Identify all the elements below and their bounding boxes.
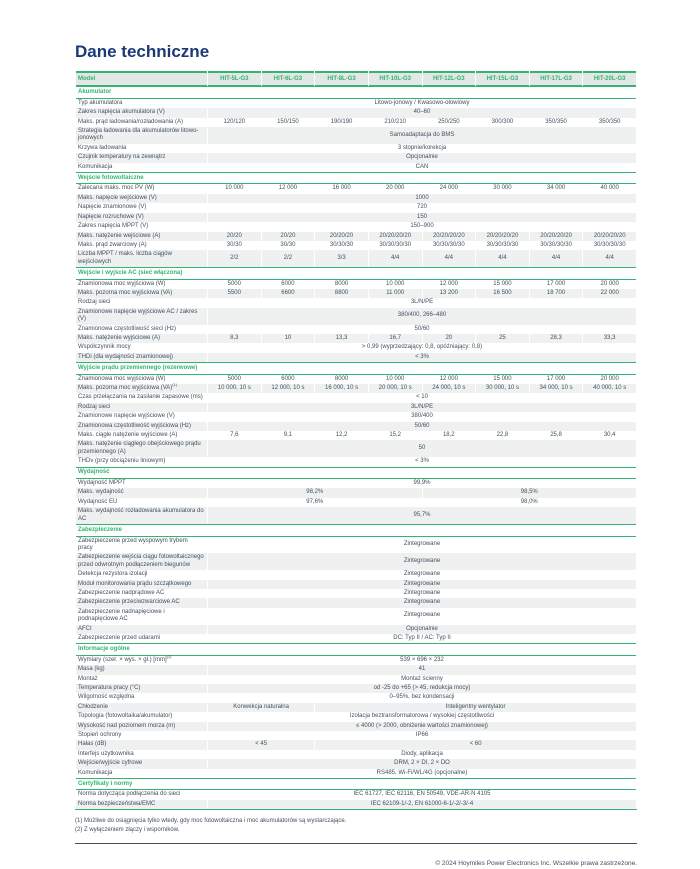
spec-value: Samoadaptacja do BMS [208, 127, 636, 144]
spec-row [76, 693, 636, 702]
spec-value: 3 stopnie/korekcja [397, 144, 447, 151]
spec-value: 30/30/30/30 [379, 241, 412, 248]
spec-label: AFCI [76, 625, 207, 634]
spec-value: 30/30/30/30 [432, 241, 465, 248]
spec-label: Maks. natężenie wejściowe (A) [76, 232, 207, 241]
spec-value: Zintegrowane [208, 553, 636, 570]
spec-label: Stopień ochrony [78, 732, 122, 739]
footnotes [75, 817, 637, 835]
spec-value: 40 000 [600, 185, 619, 192]
model-name-3: HIT-10L-G3 [369, 71, 422, 86]
spec-value: IEC 62109-1/-2, EN 61000-6-1/-2/-3/-4 [208, 800, 636, 809]
spec-value: 97,6% [306, 498, 324, 505]
section-header-row [76, 172, 636, 184]
spec-value: 18 700 [530, 289, 583, 298]
spec-value: Litowo-jonowy / Kwasowo-ołowiowy [374, 99, 470, 106]
spec-row [76, 163, 636, 172]
spec-value: Zintegrowane [403, 541, 441, 548]
spec-value: 24 000, 10 s [423, 384, 476, 393]
section-title: Wejście i wyjście AC (sieć włączona) [76, 267, 636, 279]
spec-value: 13 200 [423, 289, 476, 298]
spec-label: Znamionowa moc wyjściowa (W) [78, 375, 166, 382]
spec-value: 22 000 [583, 289, 636, 298]
spec-value: 350/350 [545, 118, 567, 125]
spec-row [76, 684, 636, 693]
spec-value: 34 000 [546, 185, 566, 192]
spec-value: 380/400, 266–480 [208, 308, 636, 325]
model-name-4: HIT-12L-G3 [423, 71, 476, 86]
spec-value: 150/150 [277, 118, 299, 125]
spec-value: 6000 [281, 280, 295, 287]
spec-row [76, 99, 636, 108]
spec-value: Zintegrowane [208, 580, 636, 589]
spec-value: Izolacja beztransformatorowa / wysokiej częstotliwości [349, 713, 495, 720]
spec-row [76, 790, 636, 799]
spec-label: Maks. wydajność rozładowania akumulatora do AC [76, 507, 207, 524]
spec-value: 0–95%, bez kondensacji [389, 694, 455, 701]
spec-row [76, 184, 636, 193]
spec-label: Znamionowe napięcie wyjściowe AC / zakres (V) [76, 308, 207, 325]
spec-label: Zakres napięcia MPPT (V) [78, 223, 149, 230]
spec-value: 18,2 [442, 432, 455, 439]
spec-value: 50 [208, 440, 636, 457]
spec-label: Norma dotycząca podłączenia do sieci [78, 791, 181, 798]
spec-value: 30/30/30 [329, 241, 354, 248]
spec-table [75, 71, 637, 810]
spec-value: < 45 [208, 740, 314, 749]
spec-row [76, 127, 636, 144]
spec-value: 539 × 696 × 232 [400, 656, 444, 663]
spec-value: 4/4 [583, 250, 636, 267]
spec-value: 2/2 [208, 250, 261, 267]
spec-value: < 3% [208, 353, 636, 362]
spec-row [76, 325, 636, 334]
spec-row [76, 118, 636, 127]
spec-row [76, 553, 636, 570]
spec-value: 16 000 [332, 185, 351, 192]
section-title: Certyfikaty i normy [76, 778, 636, 790]
spec-label: Zabezpieczenie przeciwzwarciowe AC [76, 598, 207, 607]
spec-label: Zabezpieczenie wejścia ciągu fotowoltaicznego przed odwrotnym podłączeniem biegunów [76, 553, 207, 570]
spec-label: Topologia (fotowoltaika/akumulator) [78, 713, 173, 720]
model-header-label: Model [76, 71, 207, 86]
spec-value: IP66 [415, 732, 429, 739]
spec-row [76, 580, 636, 589]
spec-label: Rodzaj sieci [76, 403, 207, 412]
spec-value: 15 000 [493, 280, 512, 287]
spec-row [76, 589, 636, 598]
spec-row [76, 422, 636, 431]
spec-value: 30 000, 10 s [476, 384, 529, 393]
spec-value: 4/4 [423, 250, 476, 267]
spec-value: Inteligentny wentylator [315, 703, 636, 712]
spec-value: 16 500 [476, 289, 529, 298]
spec-value: < 10 [416, 394, 428, 401]
spec-row [76, 634, 636, 643]
spec-value: 350/350 [598, 118, 621, 125]
spec-row [76, 343, 636, 352]
spec-row [76, 675, 636, 684]
spec-value: 15,2 [389, 432, 402, 439]
spec-label: Masa (kg) [76, 665, 207, 674]
spec-row [76, 194, 636, 203]
spec-label: Zabezpieczenie nadnapięciowe i podnapięciowe AC [78, 608, 165, 623]
spec-row [76, 712, 636, 721]
spec-value: 6600 [262, 289, 315, 298]
spec-label: Moduł monitorowania prądu szczątkowego [76, 580, 207, 589]
section-header-row [76, 362, 636, 374]
spec-value: 10 000 [386, 280, 405, 287]
spec-label: Rodzaj sieci [78, 299, 111, 306]
section-header-row [76, 467, 636, 479]
spec-value: 99,9% [413, 480, 431, 487]
spec-value: 8,3 [208, 334, 261, 343]
section-header-row [76, 524, 636, 536]
spec-label: Maks. prąd zwarciowy (A) [78, 241, 147, 248]
footnote-marker: (1) [172, 382, 178, 387]
spec-value: 12,2 [335, 432, 348, 439]
section-title: Akumulator [76, 86, 636, 98]
spec-label: Krzywa ładowania [78, 144, 127, 151]
spec-label: Wydajność MPPT [78, 480, 126, 487]
spec-row [76, 722, 636, 731]
spec-value: Zintegrowane [403, 612, 441, 619]
spec-value: 28,3 [530, 334, 583, 343]
spec-value: 3L/N/PE [410, 299, 434, 306]
spec-row [76, 250, 636, 267]
spec-value: 380/400 [411, 413, 433, 420]
spec-value: 12 000 [439, 375, 458, 382]
spec-value: Zintegrowane [403, 589, 441, 596]
spec-value: 98,0% [520, 498, 538, 505]
spec-row [76, 213, 636, 222]
datasheet-content [75, 42, 637, 867]
section-header-row [76, 267, 636, 279]
spec-value: 50/60 [208, 422, 636, 431]
spec-value: 20/20/20/20 [530, 232, 583, 241]
spec-label: Czujnik temperatury na zewnątrz [76, 153, 207, 162]
spec-value: 98,2% [208, 488, 422, 497]
spec-value: 20 000, 10 s [369, 384, 422, 393]
spec-value: 41 [208, 665, 636, 674]
model-name-1: HIT-6L-G3 [262, 71, 315, 86]
section-header-row [76, 86, 636, 98]
spec-label: Wydajność EU [78, 498, 118, 505]
spec-value: 720 [416, 204, 427, 211]
spec-row [76, 232, 636, 241]
spec-row [76, 625, 636, 634]
spec-row [76, 656, 636, 665]
spec-label: Zakres napięcia akumulatora (V) [76, 108, 207, 117]
spec-row [76, 740, 636, 749]
spec-label: Zabezpieczenie przed udarami [78, 634, 161, 641]
spec-value: Konwekcja naturalna [208, 703, 314, 712]
spec-label: Czas przełączania na zasilanie zapasowe (ms) [78, 394, 203, 401]
model-header-row [76, 71, 636, 86]
spec-value: 4/4 [369, 250, 422, 267]
spec-value: 20 [423, 334, 476, 343]
spec-value: 40–60 [208, 108, 636, 117]
spec-row [76, 144, 636, 153]
spec-label: Hałas (dB) [76, 740, 207, 749]
spec-value: 4/4 [476, 250, 529, 267]
page-title: Dane techniczne [75, 42, 210, 61]
copyright-text: © 2024 Hoymiles Power Electronics Inc. Wszelkie prawa zastrzeżone. [435, 860, 637, 868]
spec-value: 8800 [315, 289, 368, 298]
spec-value: < 3% [415, 458, 429, 465]
spec-value: 98,5% [423, 488, 637, 497]
model-name-6: HIT-17L-G3 [530, 71, 583, 86]
spec-value: 1000 [208, 194, 636, 203]
spec-value: RS485, Wi-Fi/WL/4G (opcjonalne) [376, 769, 468, 776]
spec-value: 34 000, 10 s [530, 384, 583, 393]
spec-row [76, 308, 636, 325]
spec-label: Typ akumulatora [78, 99, 123, 106]
spec-value: 25,8 [550, 432, 562, 439]
section-title: Wejście fotowoltaiczne [76, 172, 636, 184]
spec-row [76, 241, 636, 250]
spec-value: 24 000 [439, 185, 458, 192]
spec-row [76, 570, 636, 579]
spec-label: Współczynnik mocy [78, 344, 131, 351]
spec-label: Zabezpieczenie nadprądowe AC [78, 589, 165, 596]
spec-label: Norma bezpieczeństwa/EMC [76, 800, 207, 809]
spec-label: Maks. napięcie wejściowe (V) [76, 194, 207, 203]
spec-value: 210/210 [384, 118, 407, 125]
spec-label: Detekcja rezystora izolacji [78, 571, 148, 578]
spec-label: Maks. natężenie ciągłego obejściowego prądu przemiennego (A) [76, 440, 207, 457]
spec-value: 150 [208, 213, 636, 222]
spec-row [76, 457, 636, 466]
spec-value: 17 000 [546, 375, 566, 382]
spec-value: Montaż ścienny [401, 675, 443, 682]
spec-value: 20/20 [262, 232, 315, 241]
spec-label: Wysokość nad poziomem morza (m) [76, 722, 207, 731]
spec-value: 9,1 [283, 432, 293, 439]
spec-value: 15 000 [493, 375, 512, 382]
section-header-row [76, 778, 636, 790]
spec-row [76, 289, 636, 298]
model-name-2: HIT-8L-G3 [315, 71, 368, 86]
spec-value: 3/3 [315, 250, 368, 267]
spec-value: 40 000, 10 s [583, 384, 636, 393]
spec-label: Maks. ciągłe natężenie wyjściowe (A) [78, 432, 178, 439]
spec-value: 95,7% [208, 507, 636, 524]
spec-row [76, 759, 636, 768]
spec-value: 2/2 [262, 250, 315, 267]
spec-value: 6000 [281, 375, 295, 382]
spec-row [76, 608, 636, 625]
spec-row [76, 334, 636, 343]
spec-value: od -25 do +65 (> 45, redukcja mocy) [208, 684, 636, 693]
spec-row [76, 222, 636, 231]
spec-label: Maks. pozorna moc wyjściowa (VA)$^{(1)}$ [76, 384, 207, 393]
spec-row [76, 108, 636, 117]
model-name-0: HIT-5L-G3 [208, 71, 261, 86]
spec-label: Komunikacja [78, 769, 113, 776]
spec-value: 12 000, 10 s [262, 384, 315, 393]
spec-row [76, 498, 636, 507]
section-header-row [76, 643, 636, 655]
spec-label: Chłodzenie [76, 703, 207, 712]
spec-value: 30/30 [280, 241, 296, 248]
spec-value: IEC 61727, IEC 62116, EN 50549, VDE-AR-N 4105 [353, 791, 491, 798]
spec-value: 30/30 [226, 241, 242, 248]
spec-label: THDi (dla wydajności znamionowej) [76, 353, 207, 362]
spec-value: 13,3 [315, 334, 368, 343]
spec-row [76, 393, 636, 402]
spec-value: 250/250 [437, 118, 460, 125]
spec-label: Komunikacja [78, 163, 113, 170]
spec-row [76, 403, 636, 412]
spec-value: 30/30/30/30 [486, 241, 519, 248]
spec-value: Zintegrowane [403, 571, 441, 578]
spec-label: Strategia ładowania dla akumulatorów litowo-jonowych [76, 127, 207, 144]
spec-value: 20/20/20/20 [423, 232, 476, 241]
spec-row [76, 507, 636, 524]
spec-value: 20/20/20/20 [583, 232, 636, 241]
spec-label: Montaż [78, 675, 98, 682]
spec-label: Napięcie znamionowe (V) [78, 204, 147, 211]
spec-value: 30,4 [603, 432, 616, 439]
spec-value: 190/190 [330, 118, 353, 125]
spec-row [76, 598, 636, 607]
model-name-5: HIT-15L-G3 [476, 71, 529, 86]
footnote-2: (2) Z wyłączeniem złączy i wsporników. [75, 827, 180, 834]
spec-value: 10 [262, 334, 315, 343]
spec-value: 12 000 [439, 280, 458, 287]
spec-value: 30/30/30/30 [593, 241, 626, 248]
spec-value: 11 000 [369, 289, 422, 298]
spec-value: 22,8 [496, 432, 509, 439]
spec-label: Interfejs użytkownika [78, 750, 134, 757]
spec-row [76, 769, 636, 778]
spec-label: Maks. pozorna moc wyjściowa (VA) [76, 289, 207, 298]
spec-label: Znamionowa moc wyjściowa (W) [78, 280, 166, 287]
spec-label: Maks. prąd ładowania/rozładowania (A) [78, 118, 184, 125]
spec-row [76, 298, 636, 307]
model-name-7: HIT-20L-G3 [583, 71, 636, 86]
spec-row [76, 703, 636, 712]
spec-row [76, 203, 636, 212]
footnote-1: (1) Możliwe do osiągnięcia tylko wtedy, gdy moc fotowoltaiczna i moc akumulatorów są wystarczające. [75, 818, 347, 825]
spec-label: Znamionowa częstotliwość sieci (Hz) [78, 325, 177, 332]
spec-value: Zintegrowane [208, 598, 636, 607]
spec-value: 150–900 [410, 223, 434, 230]
spec-label: Maks. wydajność [76, 488, 207, 497]
spec-label: Napięcie rozruchowe (V) [76, 213, 207, 222]
spec-label: Wilgotność względna [78, 694, 135, 701]
spec-value: 20 000 [600, 280, 619, 287]
spec-row [76, 440, 636, 457]
footnote-marker: (2) [166, 653, 172, 659]
spec-value: DC: Typ II / AC: Typ II [393, 634, 451, 641]
spec-value: Opcjonalnie [208, 625, 636, 634]
section-title: Zabezpieczenie [76, 524, 636, 536]
spec-value: 8000 [334, 375, 349, 382]
spec-value: 7,6 [230, 432, 239, 439]
spec-label: Liczba MPPT / maks. liczba ciągów wejściowych [76, 250, 207, 267]
section-title: Wyjście prądu przemiennego (rezerwowe) [76, 362, 636, 374]
spec-row [76, 384, 636, 393]
spec-row [76, 479, 636, 488]
spec-value: Diody, aplikacja [401, 750, 443, 757]
footer-divider [75, 843, 637, 844]
spec-label: Maks. natężenie wyjściowe (A) [76, 334, 207, 343]
spec-row [76, 375, 636, 384]
spec-row [76, 353, 636, 362]
spec-value: 30/30/30/30 [540, 241, 572, 248]
spec-row [76, 488, 636, 497]
spec-label: Znamionowe napięcie wyjściowe (V) [78, 413, 175, 420]
spec-value: CAN [415, 163, 429, 170]
spec-value: < 60 [315, 740, 636, 749]
spec-value: 16 000, 10 s [315, 384, 368, 393]
spec-value: 20/20/20/20 [369, 232, 422, 241]
spec-row [76, 431, 636, 440]
spec-value: ≤ 4000 (> 2000, obniżenie wartości znamionowej) [208, 722, 636, 731]
spec-row [76, 153, 636, 162]
spec-value: 16,7 [369, 334, 422, 343]
spec-value: 8000 [334, 280, 349, 287]
spec-value: 20/20/20 [315, 232, 368, 241]
spec-row [76, 412, 636, 421]
spec-value: 120/120 [223, 118, 246, 125]
spec-value: 5000 [227, 280, 241, 287]
spec-value: 20/20 [208, 232, 261, 241]
spec-value: 20 000 [600, 375, 619, 382]
spec-label: Zabezpieczenie przed wyspowym trybem pracy [78, 537, 188, 551]
section-title: Wydajność [76, 467, 636, 479]
spec-label: THDv (przy obciążeniu liniowym) [78, 458, 166, 465]
spec-value: 12 000 [278, 185, 298, 192]
spec-value: 25 [476, 334, 529, 343]
spec-value: 5000 [227, 375, 241, 382]
spec-value: Opcjonalnie [208, 153, 636, 162]
spec-value: 33,3 [583, 334, 636, 343]
spec-value: 50/60 [414, 325, 430, 332]
spec-value: 300/300 [491, 118, 514, 125]
spec-value: 20/20/20/20 [476, 232, 529, 241]
spec-row [76, 537, 636, 554]
spec-label: Wymiary (szer. × wys. × gł.) [mm]$^{(2)}$ [78, 653, 172, 663]
spec-row [76, 665, 636, 674]
spec-row [76, 280, 636, 289]
spec-value: 10 000 [386, 375, 405, 382]
spec-row [76, 750, 636, 759]
spec-row [76, 731, 636, 740]
spec-value: 10 000 [225, 185, 244, 192]
spec-value: 17 000 [546, 280, 566, 287]
spec-value: > 0,99 (wyprzedzający: 0,8, opóźniający: 0,8) [361, 344, 483, 351]
spec-value: 30 000 [493, 185, 512, 192]
spec-label: Wejście/wyjście cyfrowe [76, 759, 207, 768]
spec-value: 5500 [208, 289, 261, 298]
spec-label: Zalecana maks. moc PV (W) [78, 185, 155, 192]
spec-value: 10 000, 10 s [208, 384, 261, 393]
spec-row [76, 800, 636, 809]
section-title: Informacje ogólne [76, 643, 636, 655]
spec-value: DRM, 2 × DI, 2 × DO [208, 759, 636, 768]
spec-value: 4/4 [530, 250, 583, 267]
spec-label: Temperatura pracy (°C) [76, 684, 207, 693]
spec-value: 3L/N/PE [208, 403, 636, 412]
spec-value: 20 000 [386, 185, 405, 192]
spec-label: Znamionowa częstotliwość wyjściowa (Hz) [76, 422, 207, 431]
